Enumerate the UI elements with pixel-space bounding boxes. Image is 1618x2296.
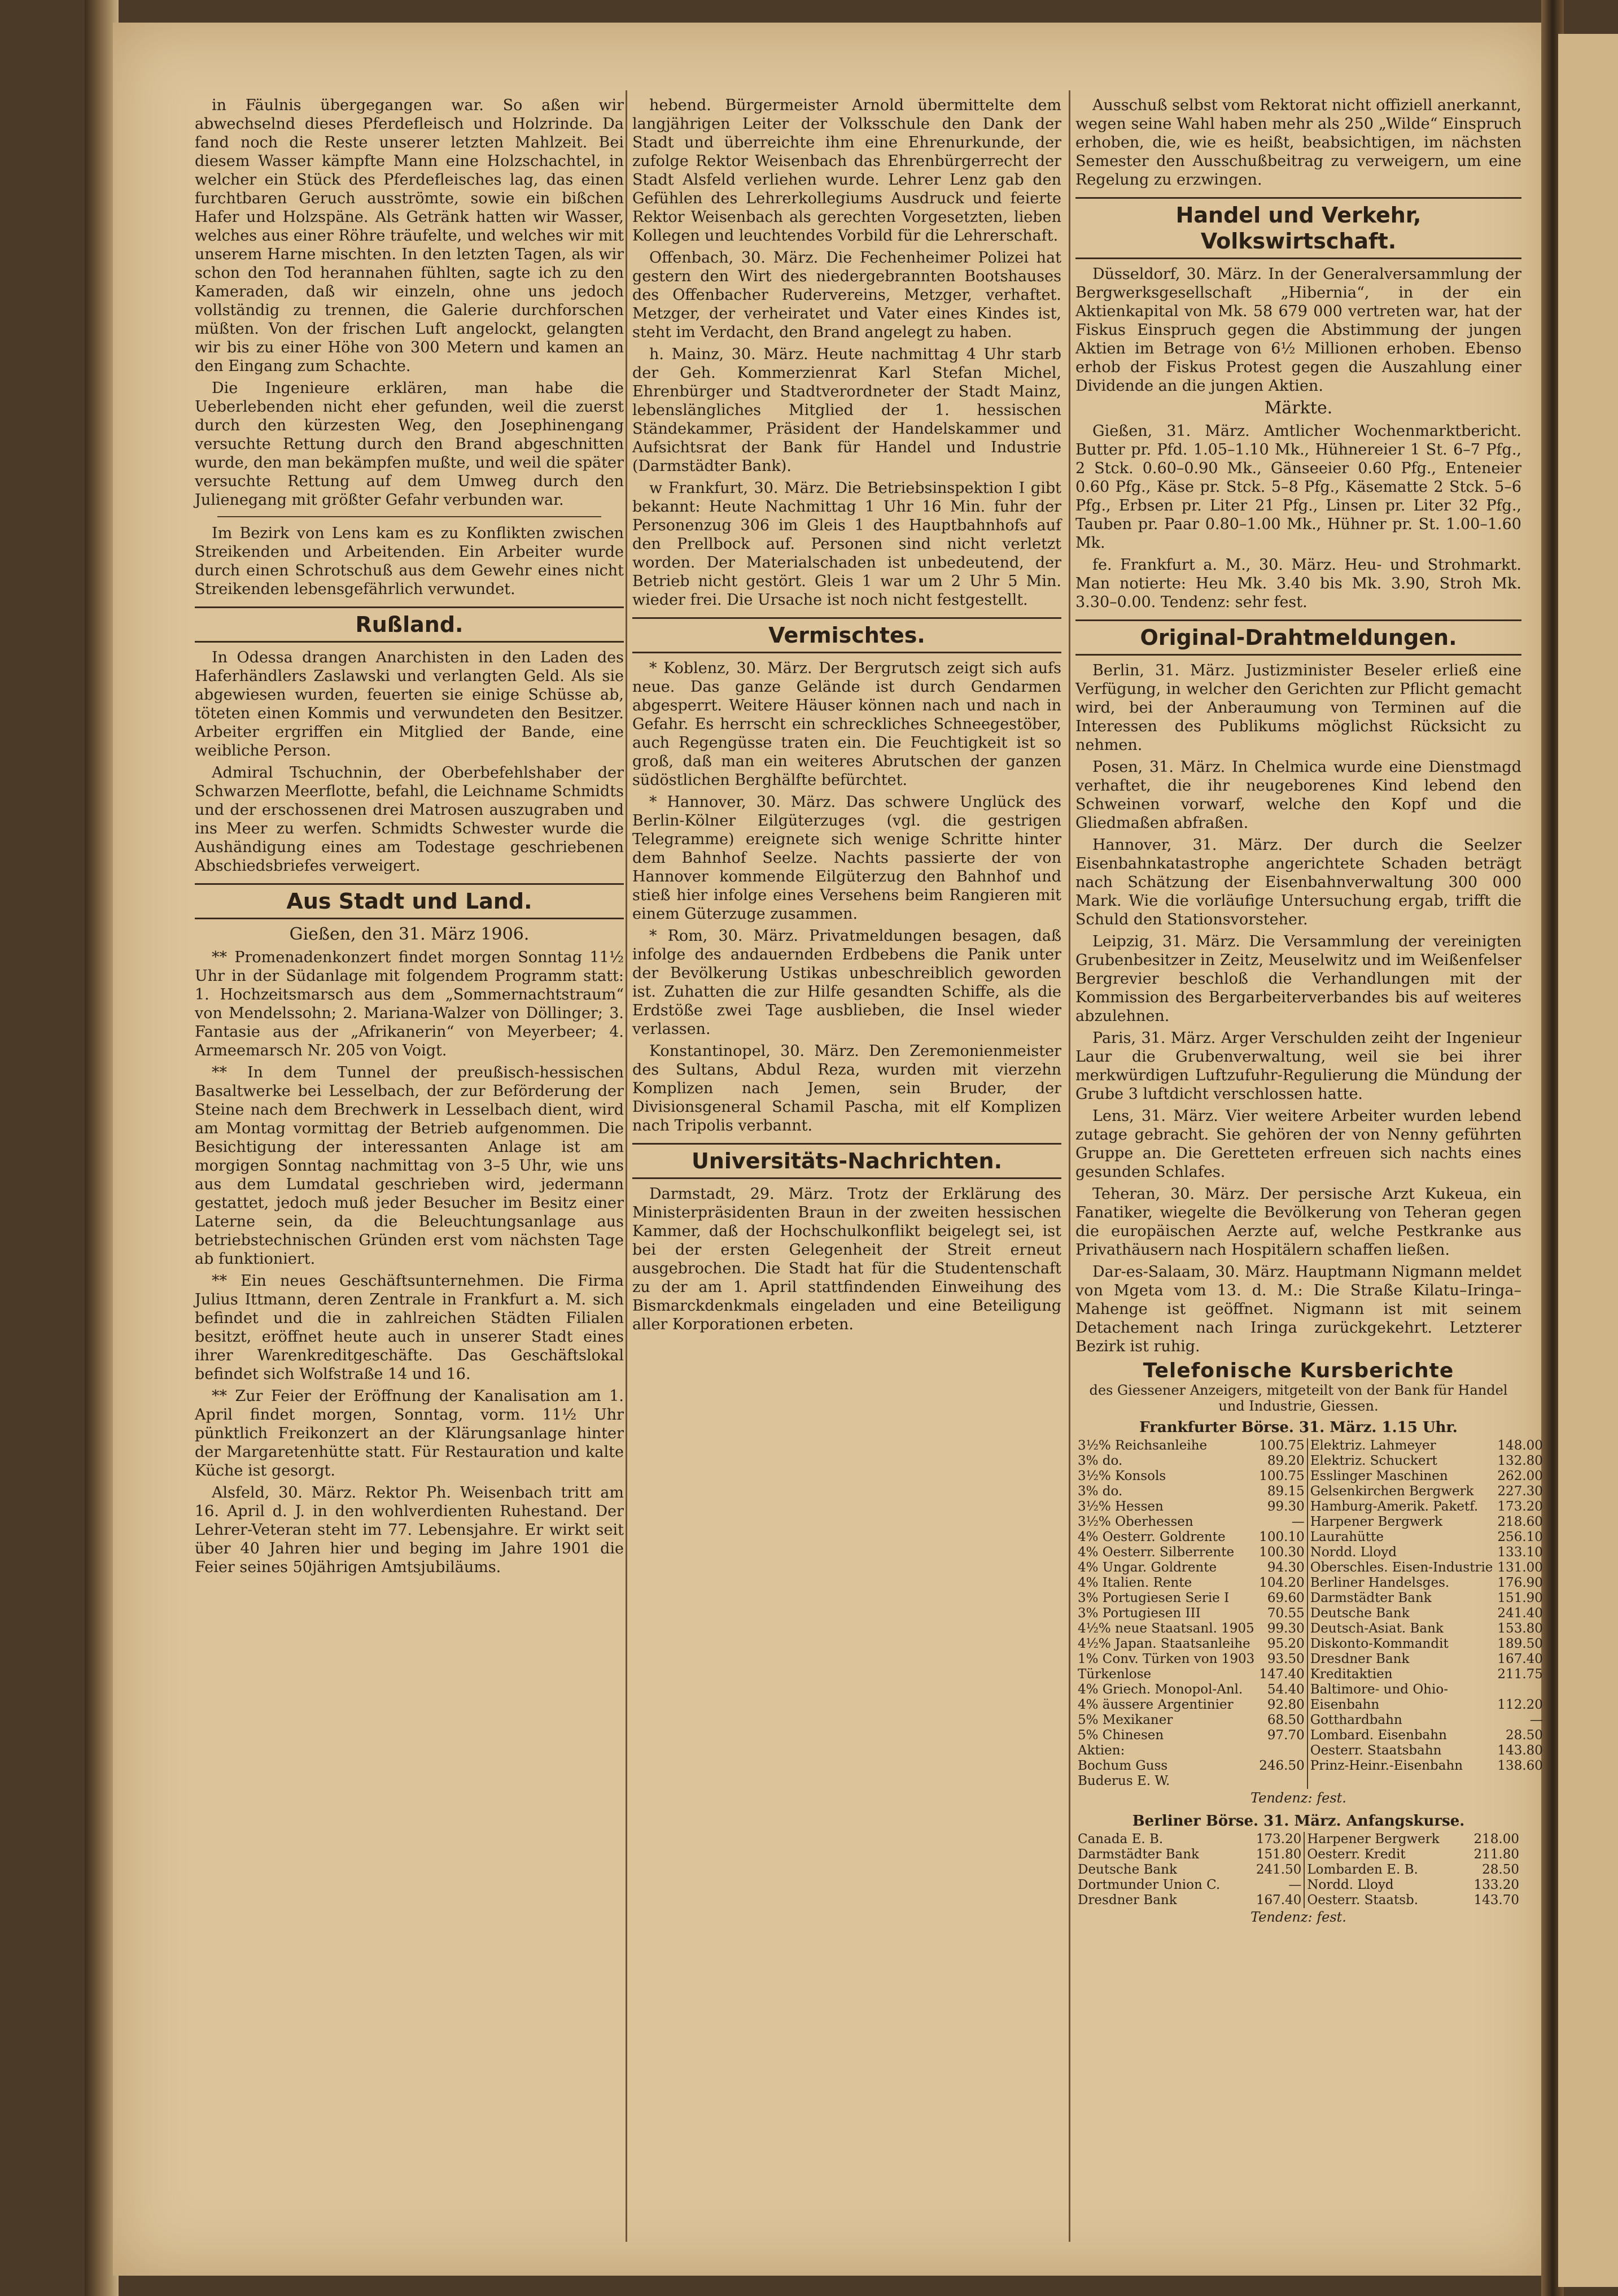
security-price: 95.20 (1257, 1636, 1307, 1652)
security-price: 97.70 (1257, 1728, 1307, 1743)
frankfurt-boerse-heading: Frankfurter Börse. 31. März. 1.15 Uhr. (1139, 1419, 1458, 1436)
security-name: Harpener Bergwerk (1307, 1832, 1440, 1847)
security-name: Deutsche Bank (1078, 1862, 1177, 1877)
security-price: 173.20 (1246, 1832, 1305, 1847)
security-price (1257, 1774, 1307, 1789)
security-name: 3% Portugiesen Serie I (1078, 1591, 1230, 1605)
article-paragraph: in Fäulnis übergegangen war. So aßen wir abwechselnd dieses Pferdefleisch und Holzrinde. Da fand noch die Reste unserer letzten Mahlzeit. Bei diesem Wasser kämpfte Mann eine Holzschachtel, in welcher ein Stück des Pferdefleisches lag, das einen furchtbaren Geruch ausströmte, sowie ein bißchen Hafer und Holzspäne. Als Getränk hatten wir Wasser, welches aus einer Röhre träufelte, und welches wir mit unserem Harne mischten. In den letzten Tagen, als wir schon den Tod herannahen fühlten, sagte ich zu den Kameraden, daß wir einzeln, ohne uns jedoch vollständig zu trennen, die Galerie durchforschen müßten. Von der frischen Luft angelockt, gelangten wir bis zu einer Höhe von 300 Metern und kamen an den Eingang zum Schachte. (195, 97, 624, 375)
kurs-row (1075, 1575, 1545, 1591)
article-paragraph: Offenbach, 30. März. Die Fechenheimer Polizei hat gestern den Wirt des niedergebrannten Bootshauses des Offenbacher Rudervereins, Metzger, verhaftet. Metzger, der verheiratet und Vater eines Kindes ist, steht im Verdacht, den Brand angelegt zu haben. (632, 249, 1061, 341)
security-price: 133.20 (1473, 1878, 1519, 1892)
kurs-row (1075, 1697, 1545, 1713)
security-name: Nordd. Lloyd (1307, 1878, 1394, 1892)
security-price (1495, 1774, 1545, 1789)
article-paragraph: Posen, 31. März. In Chelmica wurde eine Dienstmagd verhaftet, die ihr neugeborenes Kind lebend den Schweinen vorwarf, welche den Kopf und die Gliedmaßen abfraßen. (1075, 758, 1521, 832)
security-name: Laurahütte (1310, 1530, 1384, 1544)
article-paragraph: Lens, 31. März. Vier weitere Arbeiter wurden lebend zutage gebracht. Sie gehören der von Nenny geführten Gruppe an. Die Geretteten erfreuen sich nachts eines gesunden Schlafes. (1075, 1107, 1521, 1181)
security-price: 138.60 (1497, 1758, 1543, 1773)
security-name: Diskonto-Kommandit (1310, 1636, 1449, 1651)
article-paragraph: Leipzig, 31. März. Die Versammlung der vereinigten Grubenbesitzer in Zeitz, Meuselwitz und im Weißenfelser Bergrevier beschloß die Verhandlungen mit der Kommission des Bergarbeiterverbandes bis auf weiteres abzulehnen. (1075, 933, 1521, 1025)
security-price: 133.10 (1497, 1545, 1543, 1560)
section-heading-handel-und-verkehr: Handel und Verkehr, Volkswirtschaft. (1075, 197, 1521, 259)
security-price: 241.40 (1497, 1606, 1543, 1621)
kurs-row (1075, 1652, 1545, 1667)
security-name: 4% Oesterr. Silberrente (1078, 1545, 1235, 1560)
kurs-row (1075, 1499, 1545, 1514)
kursberichte-subtitle: des Giessener Anzeigers, mitgeteilt von der Bank für Handel und Industrie, Giessen. (1089, 1382, 1508, 1414)
security-name: Gotthardbahn (1310, 1713, 1402, 1727)
article-paragraph: In Odessa drangen Anarchisten in den Laden des Haferhändlers Zaslawski und verlangten Geld. Als sie abgewiesen wurden, feuerten sie einige Schüsse ab, töteten einen Kommis und verwundeten den Besitzer. Arbeiter ergriffen ein Mitglied der Bande, eine weibliche Person. (195, 649, 624, 759)
column-3 (1075, 96, 1543, 2242)
security-name: Elektriz. Lahmeyer (1310, 1438, 1436, 1453)
security-name: 4% Italien. Rente (1078, 1575, 1192, 1590)
kurs-row (1075, 1878, 1521, 1893)
article-paragraph: hebend. Bürgermeister Arnold übermittelte dem langjährigen Leiter der Volksschule den Dank der Stadt und überreichte ihm eine Ehrenurkunde, der zufolge Rektor Weisenbach das Ehrenbürgerrecht der Stadt Alsfeld verliehen wurde. Lehrer Lenz gab den Gefühlen des Lehrerkollegiums Ausdruck und feierte Rektor Weisenbach als gerechten Vorgesetzten, lieben Kollegen und leuchtendes Vorbild für die Lehrerschaft. (632, 97, 1061, 245)
article-paragraph: * Rom, 30. März. Privatmeldungen besagen, daß infolge des andauernden Erdbebens die Panik unter der Bevölkerung Ustikas unbeschreiblich geworden ist. Zuhatten die zur Hilfe gesandten Schiffe, als die Erdstöße zwei Tage ausblieben, die Insel wieder verlassen. (632, 927, 1061, 1038)
article-paragraph: w Frankfurt, 30. März. Die Betriebsinspektion I gibt bekannt: Heute Nachmittag 1 Uhr 16 Min. fuhr der Personenzug 306 im Gleis 1 des Hauptbahnhofs auf den Prellbock auf. Personen sind nicht verletzt worden. Der Materialschaden ist unbedeutend, der Betrieb nicht gestört. Gleis 1 war um 2 Uhr 5 Min. wieder frei. Die Ursache ist noch nicht festgestellt. (632, 479, 1061, 609)
security-price: 92.80 (1257, 1697, 1307, 1713)
security-price: 100.30 (1257, 1545, 1307, 1560)
article-paragraph: Berlin, 31. März. Justizminister Beseler erließ eine Verfügung, in welcher den Gerichten zur Pflicht gemacht wird, bei der Anberaumung von Terminen auf die Interessen des Publikums möglichst Rücksicht zu nehmen. (1075, 662, 1521, 754)
security-name: Elektriz. Schuckert (1310, 1453, 1437, 1468)
article-paragraph: Die Ingenieure erklären, man habe die Ueberlebenden nicht eher gefunden, weil die zuerst durch den kürzesten Weg, den Josephinengang versuchte Rettung durch den Brand abgeschnitten wurde, den man bekämpfen mußte, und weil die später versuchte Rettung auf dem Umweg durch den Julienegang mit größter Gefahr verbunden war. (195, 379, 624, 509)
security-price: 218.00 (1473, 1832, 1519, 1847)
article-paragraph: Teheran, 30. März. Der persische Arzt Kukeua, ein Fanatiker, wiegelte die Bevölkerung von Teheran gegen die europäischen Aerzte auf, welche Pestkranke aus Privathäusern nach Hospitälern schaffen ließen. (1075, 1185, 1521, 1259)
security-name: Darmstädter Bank (1310, 1591, 1432, 1605)
security-name: Esslinger Maschinen (1310, 1469, 1448, 1483)
security-price: 112.20 (1497, 1697, 1543, 1712)
security-price: 89.15 (1257, 1484, 1307, 1499)
column-2 (632, 96, 1061, 2242)
security-name: 3½% Konsols (1078, 1469, 1166, 1483)
article-paragraph: Im Bezirk von Lens kam es zu Konflikten zwischen Streikenden und Arbeitenden. Ein Arbeiter wurde durch einen Schrotschuß aus dem Gewehr eines nicht Streikenden lebensgefährlich verwundet. (195, 525, 624, 598)
security-name: 4½% Japan. Staatsanleihe (1078, 1636, 1250, 1651)
security-name: Oesterr. Kredit (1307, 1847, 1406, 1862)
article-paragraph: Hannover, 31. März. Der durch die Seelzer Eisenbahnkatastrophe angerichtete Schaden beträgt nach Schätzung der Eisenbahnverwaltung 300 000 Mark. Wie die vorläufige Untersuchung ergab, trifft die Schuld den Stationsvorsteher. (1075, 836, 1521, 928)
kurs-row (1075, 1758, 1545, 1774)
security-price: 28.50 (1506, 1728, 1543, 1743)
article-paragraph: Alsfeld, 30. März. Rektor Ph. Weisenbach tritt am 16. April d. J. in den wohlverdienten Ruhestand. Der Lehrer-Veteran steht im 77. Lebensjahre. Er wirkt seit über 40 Jahren hier und beging im Jahre 1901 die Feier seines 50jährigen Amtsjubiläums. (195, 1484, 624, 1576)
security-price (1257, 1743, 1307, 1758)
section-heading-vermischtes: Vermischtes. (632, 617, 1061, 653)
kurs-row (1075, 1847, 1521, 1862)
subheading-maerkte: Märkte. (1264, 398, 1333, 418)
kurs-row (1075, 1560, 1545, 1575)
security-name: Darmstädter Bank (1078, 1847, 1199, 1862)
security-name: 5% Chinesen (1078, 1728, 1164, 1743)
security-price: — (1246, 1878, 1305, 1893)
security-price: 189.50 (1497, 1636, 1543, 1651)
article-paragraph: ** Ein neues Geschäftsunternehmen. Die Firma Julius Ittmann, deren Zentrale in Frankfurt a. M. sich befindet und die in zahlreichen Städten Filialen besitzt, eröffnet heute auch in unserer Stadt eines ihrer Warenkreditgeschäfte. Das Geschäftslokal befindet sich Wolfstraße 14 und 16. (195, 1272, 624, 1383)
security-name: Lombard. Eisenbahn (1310, 1728, 1447, 1743)
security-name: Baltimore- und Ohio- (1310, 1682, 1448, 1697)
security-price: 100.10 (1257, 1530, 1307, 1545)
security-price: — (1257, 1514, 1307, 1530)
kurs-row (1075, 1743, 1545, 1758)
tendenz-berlin: Tendenz: fest. (1250, 1909, 1346, 1925)
security-price: 132.80 (1497, 1453, 1543, 1468)
security-price: 94.30 (1257, 1560, 1307, 1575)
kurs-row (1075, 1530, 1545, 1545)
security-price: 211.80 (1473, 1847, 1519, 1862)
kurs-row (1075, 1713, 1545, 1728)
security-price: 69.60 (1257, 1591, 1307, 1606)
security-name: Lombarden E. B. (1307, 1862, 1418, 1877)
article-paragraph: * Koblenz, 30. März. Der Bergrutsch zeigt sich aufs neue. Das ganze Gelände ist durch Gendarmen abgesperrt. Weitere Häuser können nach und nach in Gefahr. Es herrscht ein schreckliches Schneegestöber, auch Regengüsse traten ein. Die Feuchtigkeit ist so groß, daß man ein weiteres Abrutschen der ganzen südöstlichen Berghälfte befürchtet. (632, 660, 1061, 789)
article-paragraph: * Hannover, 30. März. Das schwere Unglück des Berlin-Kölner Eilgüterzuges (vgl. die gestrigen Telegramme) ereignete sich wenige Schritte hinter dem Bahnhof Seelze. Nachts passierte der von Hannover kommende Eilgüterzug den Bahnhof und stieß hier infolge eines Versehens beim Rangieren mit einem Güterzuge zusammen. (632, 793, 1061, 923)
article-paragraph: Ausschuß selbst vom Rektorat nicht offiziell anerkannt, wegen seine Wahl haben mehr als 250 „Wilde“ Einspruch erhoben, die, wie es heißt, beabsichtigen, im nächsten Semester den Ausschußbeitrag zu verweigern, um eine Regelung zu erzwingen. (1075, 97, 1521, 189)
security-price: 176.90 (1497, 1575, 1543, 1590)
security-price: 93.50 (1257, 1652, 1307, 1667)
security-name (1307, 1774, 1495, 1789)
security-name: Eisenbahn (1310, 1697, 1380, 1712)
security-price: 70.55 (1257, 1606, 1307, 1621)
security-price: 153.80 (1497, 1621, 1543, 1636)
security-price: 241.50 (1246, 1862, 1305, 1878)
kurs-row (1075, 1862, 1521, 1878)
kurs-row (1075, 1621, 1545, 1636)
security-name: 3½% Hessen (1078, 1499, 1164, 1514)
kursberichte-title: Telefonische Kursberichte (1143, 1359, 1454, 1382)
security-name: 3% do. (1078, 1484, 1123, 1499)
kurs-row (1075, 1438, 1545, 1453)
security-price: 54.40 (1257, 1682, 1307, 1697)
section-heading-russland: Rußland. (195, 606, 624, 643)
article-paragraph: Dar-es-Salaam, 30. März. Hauptmann Nigmann meldet von Mgeta vom 13. d. M.: Die Straße Kilatu–Iringa–Mahenge ist geöffnet. Nigmann ist mit seinem Detachement nach Iringa zurückgekehrt. Letzterer Bezirk ist ruhig. (1075, 1263, 1521, 1355)
security-price: 151.90 (1497, 1591, 1543, 1605)
security-name: 3½% Reichsanleihe (1078, 1438, 1208, 1453)
security-name: 3% Portugiesen III (1078, 1606, 1201, 1621)
security-name: 4% Ungar. Goldrente (1078, 1560, 1217, 1575)
security-name: Harpener Bergwerk (1310, 1514, 1443, 1529)
kurs-row (1075, 1514, 1545, 1530)
article-paragraph: Konstantinopel, 30. März. Den Zeremonienmeister des Sultans, Abdul Reza, wurden mit vierzehn Komplizen nach Jemen, sein Bruder, der Divisionsgeneral Schamil Pascha, mit elf Komplizen nach Tripolis verbannt. (632, 1042, 1061, 1134)
security-price: 89.20 (1257, 1453, 1307, 1469)
security-name: Berliner Handelsges. (1310, 1575, 1450, 1590)
security-price: 246.50 (1257, 1758, 1307, 1774)
article-paragraph: Gießen, 31. März. Amtlicher Wochenmarktbericht. Butter pr. Pfd. 1.05–1.10 Mk., Hühnereier 1 St. 6–7 Pfg., 2 Stck. 0.60–0.90 Mk., Gänseeier 0.60 Pfg., Enteneier 0.60 Pfg., Käse pr. Stck. 5–8 Pfg., Käsematte 2 Stck. 5–6 Pfg., Erbsen pr. Liter 21 Pfg., Linsen pr. Liter 32 Pfg., Tauben pr. Paar 0.80–1.00 Mk., Hühner pr. St. 1.00–1.60 Mk. (1075, 422, 1521, 552)
security-name: Prinz-Heinr.-Eisenbahn (1310, 1758, 1463, 1773)
security-name: Oesterr. Staatsbahn (1310, 1743, 1442, 1758)
security-name: Dresdner Bank (1078, 1893, 1177, 1907)
article-paragraph: ** Zur Feier der Eröffnung der Kanalisation am 1. April findet morgen, Sonntag, vorm. 11½ Uhr pünktlich Freikonzert an der Klärungsanlage hinter der Margaretenhütte statt. Für Restauration und kalte Küche ist gesorgt. (195, 1387, 624, 1479)
kurs-row (1075, 1893, 1521, 1908)
security-price: 28.50 (1482, 1862, 1519, 1877)
security-name: Buderus E. W. (1078, 1774, 1170, 1788)
frankfurt-kurs-table (1075, 1438, 1545, 1789)
berlin-boerse-heading: Berliner Börse. 31. März. Anfangskurse. (1132, 1813, 1465, 1830)
kurs-row (1075, 1469, 1545, 1484)
security-name: Aktien: (1078, 1743, 1125, 1758)
section-heading-stadt-und-land: Aus Stadt und Land. (195, 883, 624, 919)
security-name: 4% Griech. Monopol-Anl. (1078, 1682, 1243, 1697)
security-price: 151.80 (1246, 1847, 1305, 1862)
security-name: 5% Mexikaner (1078, 1713, 1173, 1727)
kurs-row (1075, 1545, 1545, 1560)
security-price: 148.00 (1497, 1438, 1543, 1453)
column-1 (195, 96, 624, 2242)
security-name: Hamburg-Amerik. Paketf. (1310, 1499, 1479, 1514)
security-name: Nordd. Lloyd (1310, 1545, 1397, 1560)
security-price: 227.30 (1497, 1484, 1543, 1499)
kurs-row (1075, 1484, 1545, 1499)
security-name: 3½% Oberhessen (1078, 1514, 1193, 1529)
security-price: 100.75 (1257, 1469, 1307, 1484)
kurs-row (1075, 1774, 1545, 1789)
security-price: 218.60 (1497, 1514, 1543, 1529)
adjacent-page-edge (1558, 34, 1618, 2287)
security-name: Dresdner Bank (1310, 1652, 1410, 1666)
security-name: 1% Conv. Türken von 1903 (1078, 1652, 1255, 1666)
article-paragraph: Darmstadt, 29. März. Trotz der Erklärung des Ministerpräsidenten Braun in der zweiten hessischen Kammer, daß der Hochschulkonflikt beigelegt sei, ist bei der ersten Gelegenheit der Streit erneut ausgebrochen. Die Stadt hat für die Studentenschaft zu der am 1. April stattfindenden Einweihung des Bismarckdenkmals eingeladen und eine Beteiligung aller Korporationen erbeten. (632, 1185, 1061, 1333)
kurs-row (1075, 1591, 1545, 1606)
security-name: 4% äussere Argentinier (1078, 1697, 1234, 1712)
security-name: Gelsenkirchen Bergwerk (1310, 1484, 1474, 1499)
security-price: 147.40 (1257, 1667, 1307, 1682)
article-paragraph: ** In dem Tunnel der preußisch-hessischen Basaltwerke bei Lesselbach, der zur Beförderung der Steine nach dem Brechwerk in Lesselbach dient, wird am Montag vormittag der Betrieb aufgenommen. Die Besichtigung der interessanten Anlage ist am morgigen Sonntag nachmittag von 3–5 Uhr, wie uns aus dem Lumdatal geschrieben wird, jedermann gestattet, jedoch muß jeder Besucher im Besitz einer Laterne sein, da die Beleuchtungsanlage aus betriebstechnischen Gründen erst vom nächsten Tage ab funktioniert. (195, 1064, 624, 1268)
security-name: 4% Oesterr. Goldrente (1078, 1530, 1226, 1544)
article-paragraph: Paris, 31. März. Arger Verschulden zeiht der Ingenieur Laur die Grubenverwaltung, weil sie bei ihrer merkwürdigen Luftzufuhr-Regulierung die Mündung der Grube 3 luftdicht verschlossen hatte. (1075, 1029, 1521, 1103)
kurs-row (1075, 1606, 1545, 1621)
kurs-row (1075, 1832, 1521, 1847)
article-paragraph: Admiral Tschuchnin, der Oberbefehlshaber der Schwarzen Meerflotte, befahl, die Leichname Schmidts und der erschossenen drei Matrosen auszugraben und ins Meer zu werfen. Schmidts Schwester wurde die Aushändigung eines am Todestage geschriebenen Abschiedsbriefes verweigert. (195, 764, 624, 875)
security-name: Canada E. B. (1078, 1832, 1164, 1847)
kurs-row (1075, 1453, 1545, 1469)
section-heading-drahtmeldungen: Original-Drahtmeldungen. (1075, 619, 1521, 656)
security-price: 262.00 (1497, 1469, 1543, 1483)
security-name: Deutsche Bank (1310, 1606, 1410, 1621)
security-name: 4½% neue Staatsanl. 1905 (1078, 1621, 1254, 1636)
section-heading-universitaets-nachrichten: Universitäts-Nachrichten. (632, 1143, 1061, 1179)
security-name: Dortmunder Union C. (1078, 1878, 1221, 1892)
security-name: Bochum Guss (1078, 1758, 1168, 1773)
security-name: 3% do. (1078, 1453, 1123, 1468)
kurs-row (1075, 1682, 1545, 1697)
security-price: 173.20 (1497, 1499, 1543, 1514)
column-rule (1069, 90, 1070, 2242)
security-name: Deutsch-Asiat. Bank (1310, 1621, 1444, 1636)
kurs-row (1075, 1636, 1545, 1652)
separator (217, 516, 601, 517)
security-name: Oberschles. Eisen-Industrie (1310, 1560, 1493, 1575)
kurs-row (1075, 1667, 1545, 1682)
dateline: Gießen, den 31. März 1906. (289, 924, 530, 944)
security-name: Kreditaktien (1310, 1667, 1393, 1682)
security-price: 143.70 (1473, 1893, 1519, 1907)
article-paragraph: ** Promenadenkonzert findet morgen Sonntag 11½ Uhr in der Südanlage mit folgendem Programm statt: 1. Hochzeitsmarsch aus dem „Sommernachtstraum“ von Mendelssohn; 2. Mariana-Walzer von Döllinger; 3. Fantasie aus der „Afrikanerin“ von Meyerbeer; 4. Armeemarsch Nr. 205 von Voigt. (195, 949, 624, 1059)
berlin-kurs-table (1075, 1832, 1521, 1908)
article-paragraph: h. Mainz, 30. März. Heute nachmittag 4 Uhr starb der Geh. Kommerzienrat Karl Stefan Michel, Ehrenbürger und Stadtverordneter der Stadt Mainz, lebenslängliches Mitglied der 1. hessischen Ständekammer, Präsident der Handelskammer und Aufsichtsrat der Bank für Handel und Industrie (Darmstädter Bank). (632, 346, 1061, 475)
security-price: — (1529, 1713, 1543, 1727)
security-price: 68.50 (1257, 1713, 1307, 1728)
security-price: 167.40 (1497, 1652, 1543, 1666)
tendenz-frankfurt: Tendenz: fest. (1250, 1790, 1346, 1806)
security-price: 100.75 (1257, 1438, 1307, 1453)
column-rule (626, 90, 627, 2242)
security-price: 99.30 (1257, 1621, 1307, 1636)
security-name: Türkenlose (1078, 1667, 1152, 1682)
article-paragraph: Düsseldorf, 30. März. In der Generalversammlung der Bergwerksgesellschaft „Hibernia“, in der ein Aktienkapital von Mk. 58 679 000 vertreten war, hat der Fiskus Einspruch gegen die Abstimmung der jungen Aktien im Betrage von 6½ Millionen erhoben. Ebenso erhob der Fiskus Protest gegen die Auszahlung einer Dividende an die jungen Aktien. (1075, 265, 1521, 395)
security-name: Oesterr. Staatsb. (1307, 1893, 1419, 1907)
security-price: 211.75 (1497, 1667, 1543, 1682)
security-price: 167.40 (1246, 1893, 1305, 1908)
security-price: 143.80 (1497, 1743, 1543, 1758)
security-price: 131.00 (1497, 1560, 1543, 1575)
kurs-row (1075, 1728, 1545, 1743)
security-price: 104.20 (1257, 1575, 1307, 1591)
security-price: 256.10 (1497, 1530, 1543, 1544)
security-price: 99.30 (1257, 1499, 1307, 1514)
security-price (1495, 1682, 1545, 1697)
article-paragraph: fe. Frankfurt a. M., 30. März. Heu- und Strohmarkt. Man notierte: Heu Mk. 3.40 bis Mk. 3.90, Stroh Mk. 3.30–0.00. Tendenz: sehr fest. (1075, 556, 1521, 611)
